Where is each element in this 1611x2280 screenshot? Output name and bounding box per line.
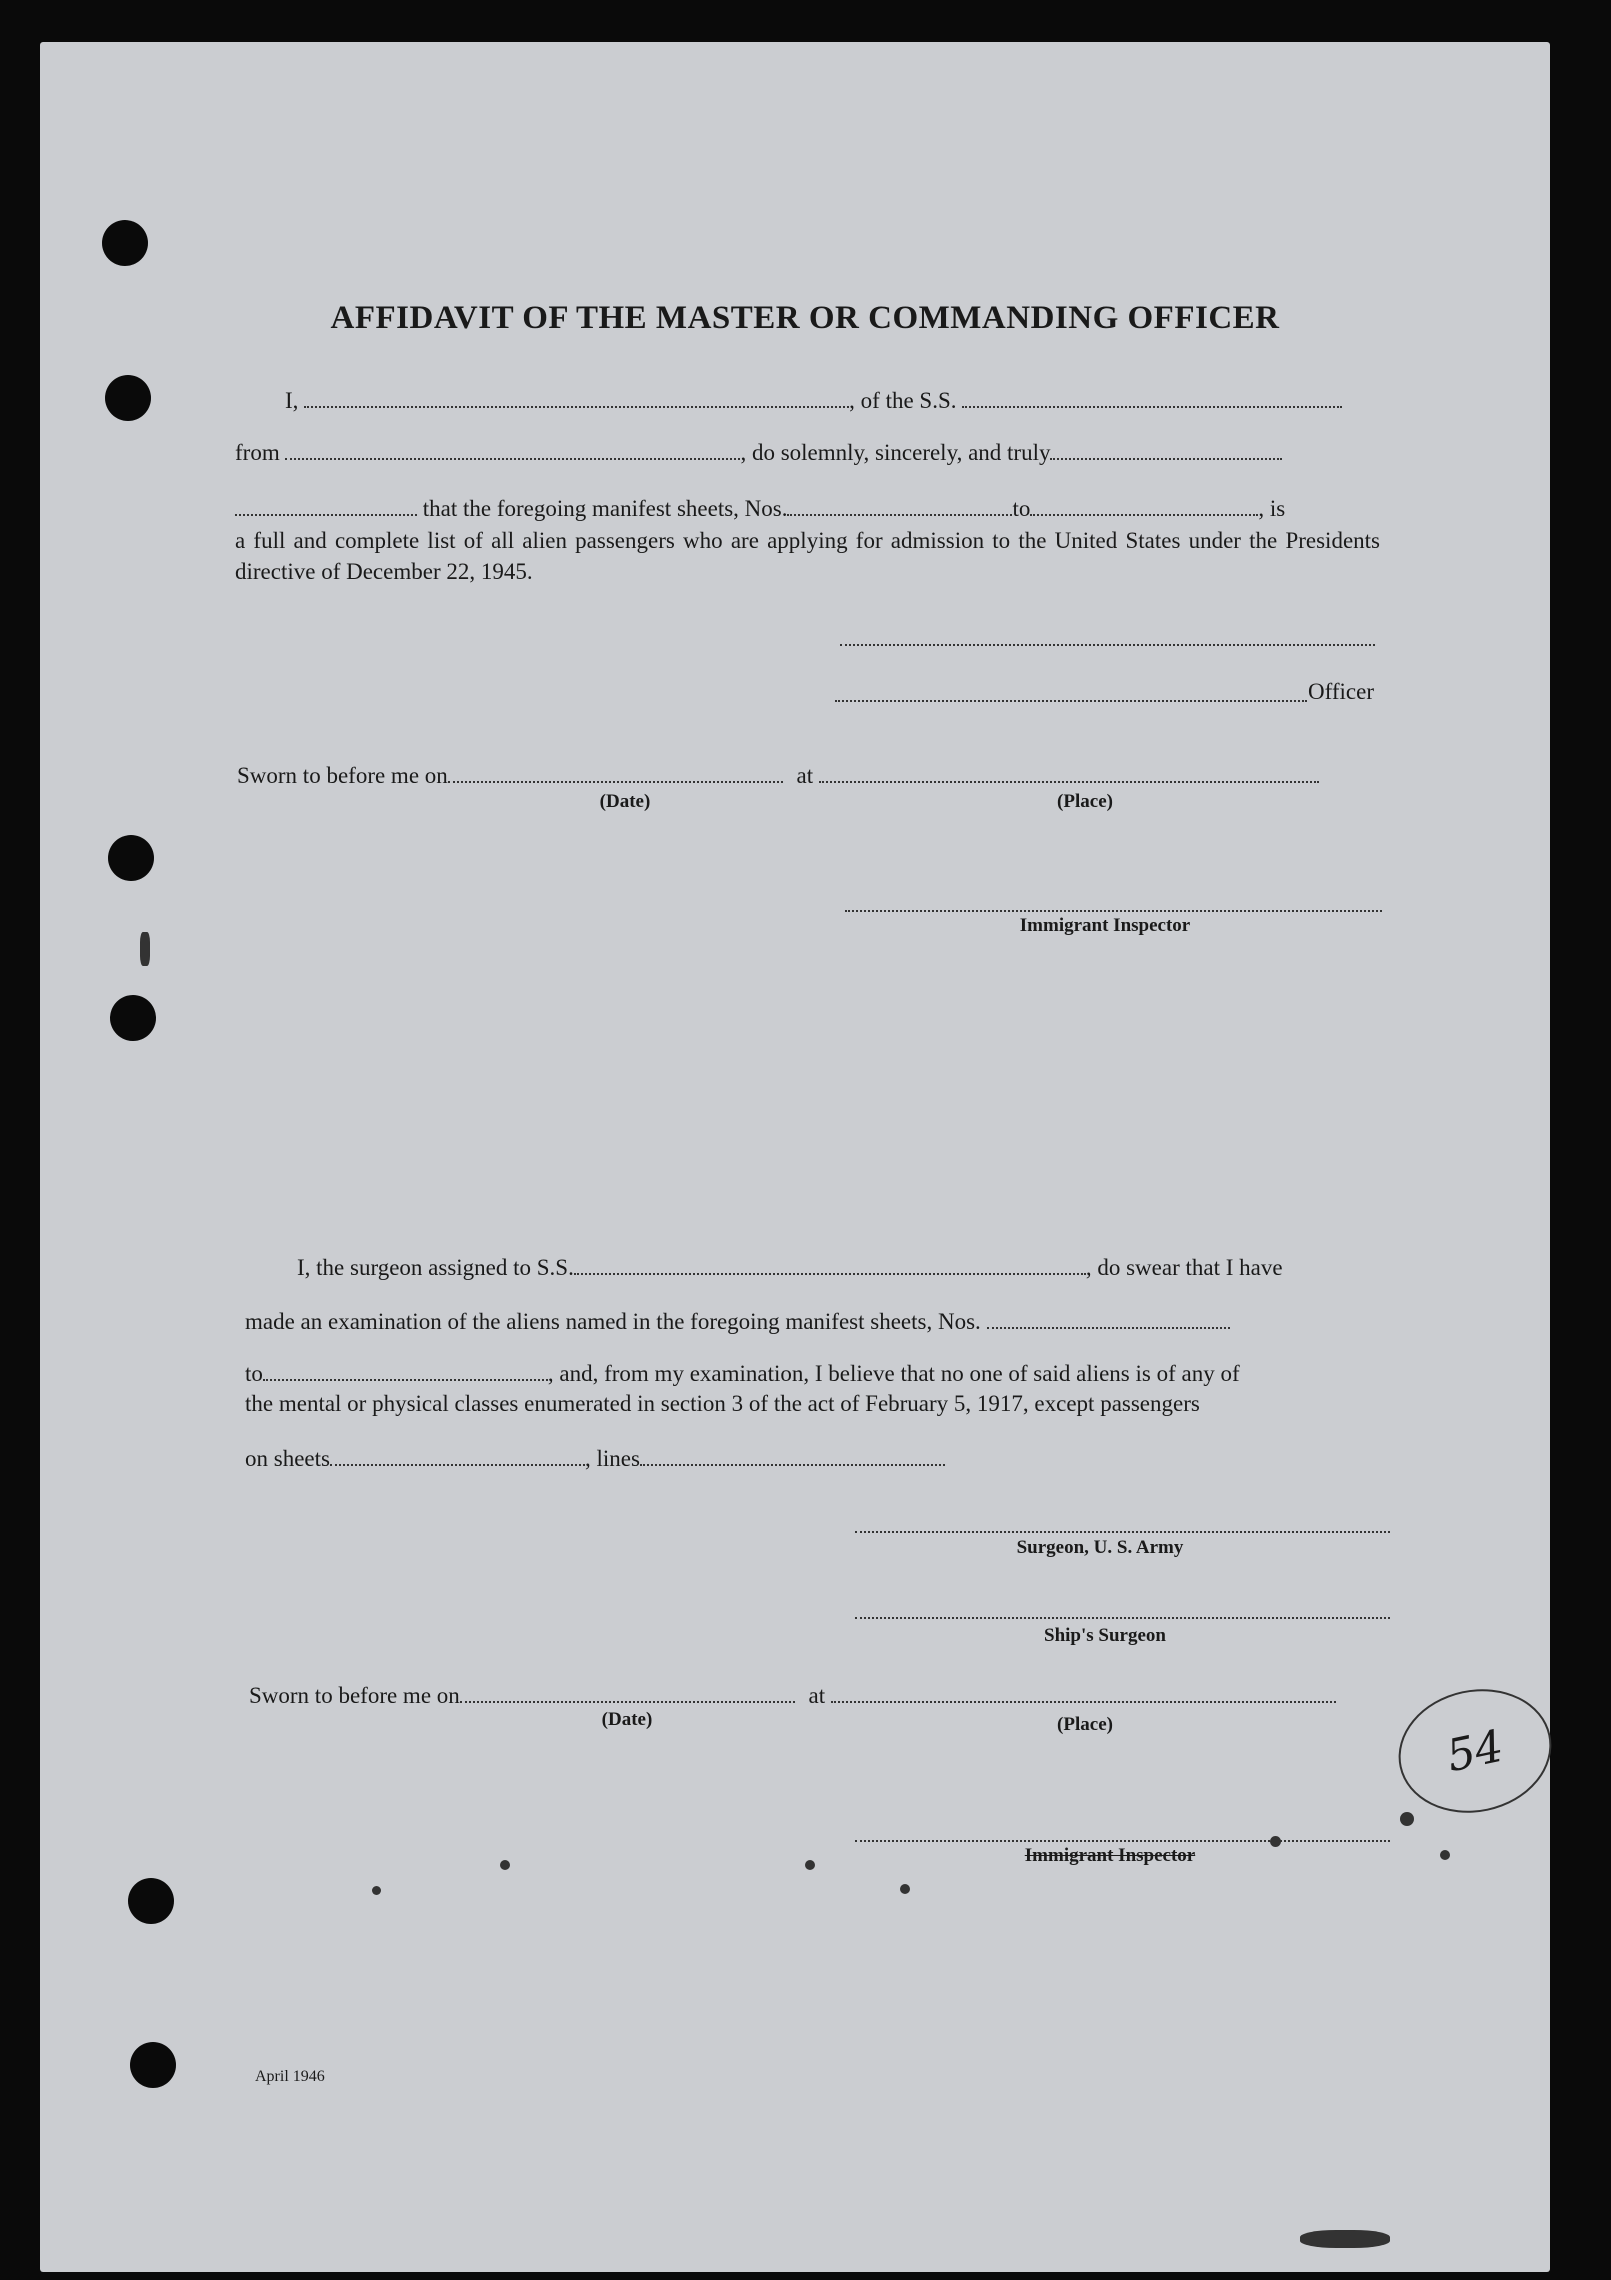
master-signature-line[interactable]: [840, 644, 1375, 646]
punch-hole: [102, 220, 148, 266]
surgeon-date-label: (Date): [601, 1709, 653, 1730]
name-field[interactable]: [304, 392, 849, 408]
punch-hole: [110, 995, 156, 1041]
ship-surgeon-signature-line[interactable]: [855, 1617, 1390, 1619]
swear-field[interactable]: [235, 500, 417, 516]
punch-hole: [108, 835, 154, 881]
ink-speck: [805, 1860, 815, 1870]
surgeon-line-3: to , and, from my examination, I believe that no one of said aliens is of any of: [245, 1361, 1240, 1386]
ink-speck: [500, 1860, 510, 1870]
surgeon-ship-field[interactable]: [574, 1259, 1086, 1275]
army-surgeon-signature-line[interactable]: [855, 1531, 1390, 1533]
ink-speck: [1300, 2230, 1390, 2248]
from-field[interactable]: [285, 444, 740, 460]
surgeon-lines-field[interactable]: [640, 1450, 945, 1466]
surgeon-sheets-field[interactable]: [330, 1450, 585, 1466]
master-line-1: I, , of the S.S.: [285, 388, 1342, 414]
ink-speck: [900, 1884, 910, 1894]
handwritten-stamp: 54: [1387, 1675, 1563, 1826]
ship-name-field[interactable]: [962, 392, 1342, 408]
ink-speck: [1270, 1836, 1281, 1847]
surgeon-inspector-signature-line[interactable]: [855, 1840, 1390, 1842]
sheets-from-field[interactable]: [787, 500, 1012, 516]
surgeon-sworn-line: Sworn to before me on at: [249, 1683, 1336, 1709]
page-title: AFFIDAVIT OF THE MASTER OR COMMANDING OFFICER: [330, 300, 1280, 336]
master-sworn-date-field[interactable]: [448, 767, 783, 783]
master-line-3: that the foregoing manifest sheets, Nos. to , is: [235, 496, 1285, 522]
surgeon-line-4: the mental or physical classes enumerated in section 3 of the act of February 5, 1917, except passengers: [245, 1391, 1200, 1416]
surgeon-sheets-from-field[interactable]: [987, 1313, 1230, 1329]
punch-hole: [128, 1878, 174, 1924]
sheets-to-field[interactable]: [1030, 500, 1258, 516]
date-label: (Date): [599, 791, 651, 812]
army-surgeon-label: Surgeon, U. S. Army: [1016, 1537, 1184, 1558]
footer-date: April 1946: [255, 2068, 325, 2085]
officer-label: Officer: [1308, 679, 1374, 704]
surgeon-sworn-place-field[interactable]: [831, 1687, 1336, 1703]
surgeon-line-1: I, the surgeon assigned to S.S. , do swear that I have: [297, 1255, 1283, 1280]
punch-hole: [130, 2042, 176, 2088]
surgeon-line-5: on sheets , lines: [245, 1446, 945, 1472]
master-inspector-signature-line[interactable]: [845, 910, 1382, 912]
oath-type-field[interactable]: [1050, 444, 1282, 460]
document-sheet: [40, 42, 1550, 2272]
ink-speck: [140, 932, 150, 966]
place-label: (Place): [1057, 791, 1113, 812]
surgeon-sworn-date-field[interactable]: [460, 1687, 795, 1703]
master-inspector-label: Immigrant Inspector: [1019, 915, 1191, 936]
surgeon-inspector-label: Immigrant Inspector: [1024, 1845, 1196, 1866]
surgeon-sheets-to-field[interactable]: [263, 1365, 548, 1381]
officer-signature-line[interactable]: [835, 700, 1307, 702]
master-line-2: from , do solemnly, sincerely, and truly: [235, 440, 1282, 466]
ink-speck: [1440, 1850, 1450, 1860]
ink-speck: [372, 1886, 381, 1895]
ink-speck: [1400, 1812, 1414, 1826]
ship-surgeon-label: Ship's Surgeon: [1044, 1625, 1166, 1646]
master-sworn-place-field[interactable]: [819, 767, 1319, 783]
surgeon-place-label: (Place): [1057, 1714, 1113, 1735]
punch-hole: [105, 375, 151, 421]
master-sworn-line: Sworn to before me on at: [237, 763, 1319, 789]
master-paragraph: a full and complete list of all alien passengers who are applying for admission to the United States under the Presidents directive of December 22, 1945.: [235, 528, 1380, 584]
surgeon-line-2: made an examination of the aliens named in the foregoing manifest sheets, Nos.: [245, 1309, 1230, 1335]
